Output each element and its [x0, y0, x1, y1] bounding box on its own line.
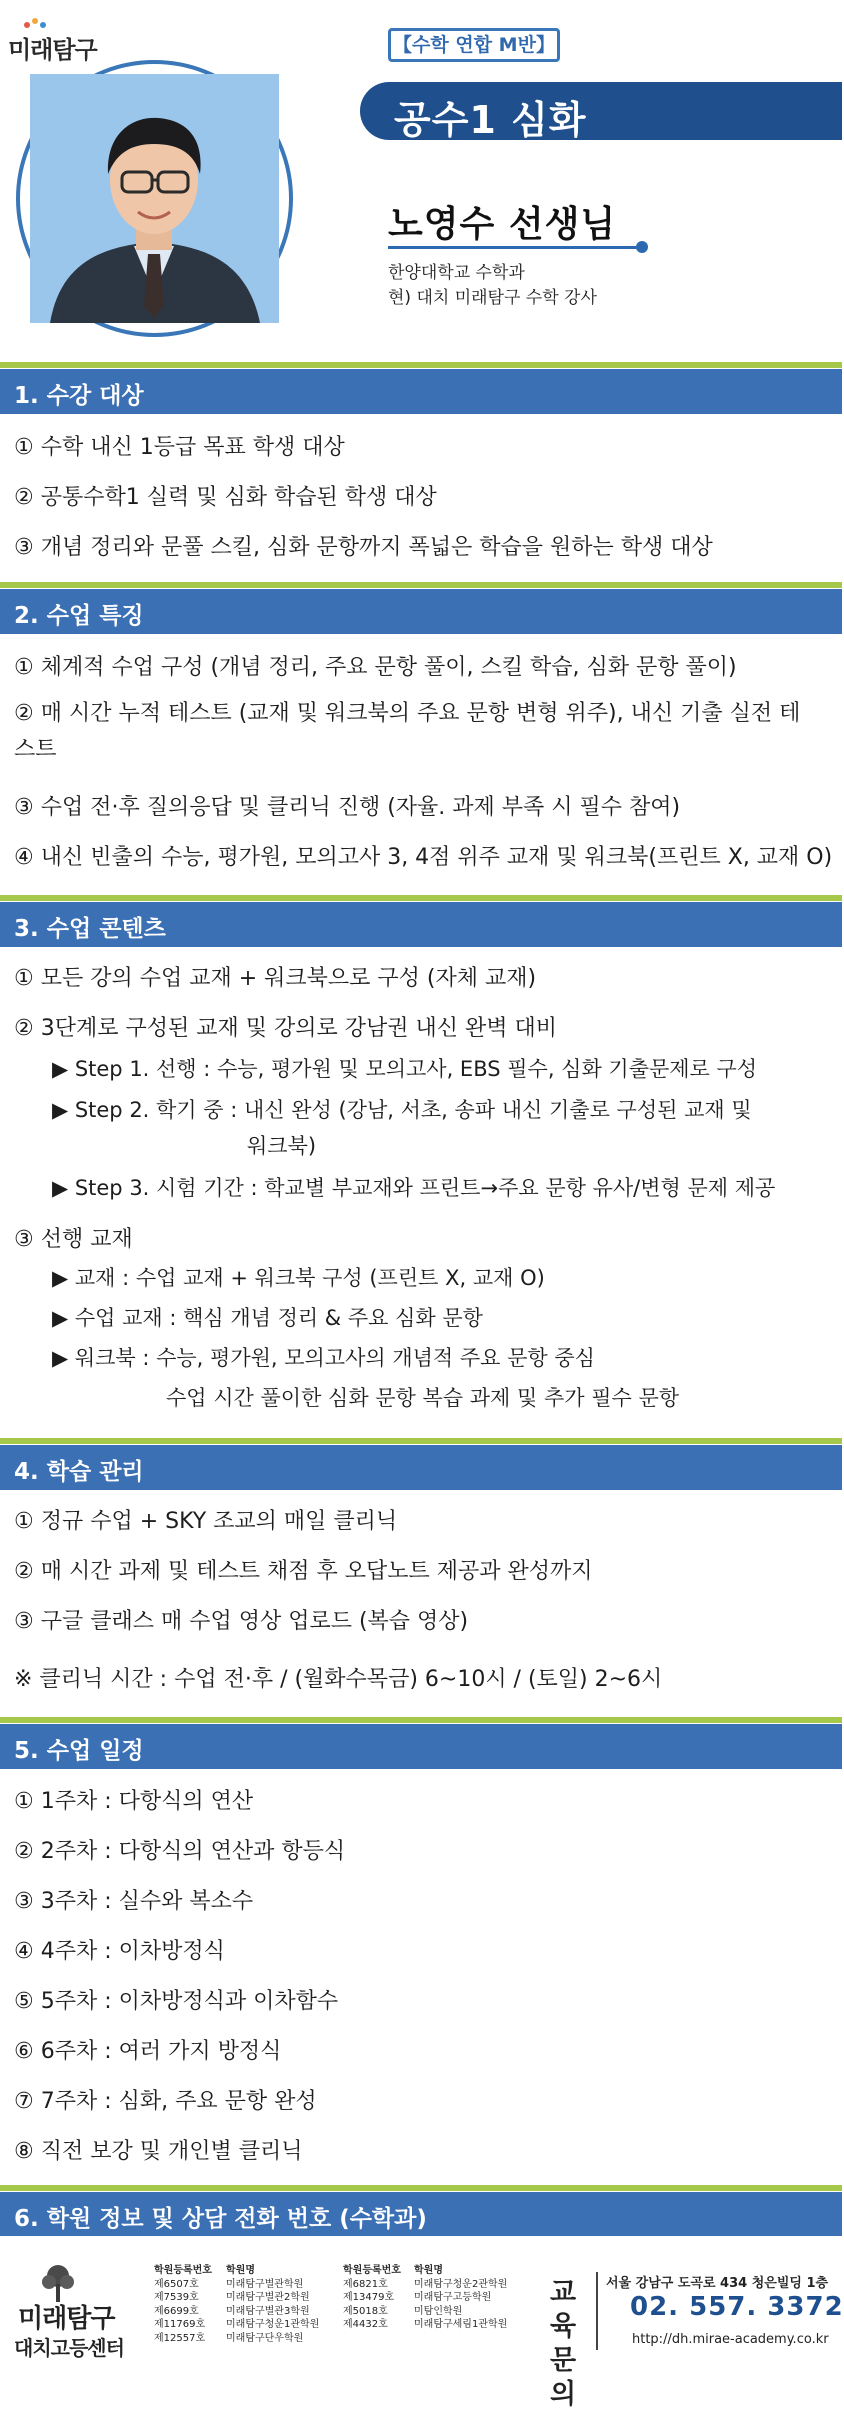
list-item: ① 정규 수업 + SKY 조교의 매일 클리닉: [14, 1509, 398, 1534]
reg-header: 학원명: [414, 2265, 443, 2276]
course-title-bar: [360, 82, 842, 140]
teacher-photo: [30, 74, 279, 323]
reg-number: 제7539호: [154, 2292, 199, 2304]
section-title: 4. 학습 관리: [14, 1459, 144, 1485]
reg-header: 학원등록번호: [343, 2265, 401, 2276]
registration-numbers-right: [343, 2264, 401, 2332]
class-badge: 【수학 연합 M반】: [388, 28, 560, 62]
section-title: 3. 수업 콘텐츠: [14, 916, 166, 942]
section-divider: [0, 1717, 842, 1723]
reg-number: 제6821호: [343, 2278, 388, 2290]
reg-number: 제11769호: [154, 2319, 206, 2331]
academy-names-right: [414, 2264, 507, 2332]
material-item: ▶ 교재 : 수업 교재 + 워크북 구성 (프린트 X, 교재 O): [52, 1266, 545, 1290]
section-divider: [0, 2185, 842, 2191]
academy-name: 미래탐구청운1관학원: [226, 2319, 320, 2331]
header: [0, 0, 842, 362]
list-item: ③ 개념 정리와 문풀 스킬, 심화 문항까지 폭넓은 학습을 원하는 학생 대상: [14, 535, 713, 560]
list-item: ① 모든 강의 수업 교재 + 워크북으로 구성 (자체 교재): [14, 966, 537, 991]
academy-name: 미래탐구별관2학원: [226, 2292, 310, 2304]
list-item: ③ 수업 전·후 질의응답 및 클리닉 진행 (자율. 과제 부족 시 필수 참여): [14, 795, 681, 820]
phone-number[interactable]: 02. 557. 3372: [630, 2292, 844, 2322]
list-item: ③ 3주차 : 실수와 복소수: [14, 1889, 254, 1914]
academy-logo-text: 미래탐구: [18, 2304, 115, 2334]
reg-header: 학원명: [226, 2265, 255, 2276]
list-item: ① 1주차 : 다항식의 연산: [14, 1789, 254, 1814]
reg-number: 제6507호: [154, 2278, 199, 2290]
academy-name: 미래탐구별관학원: [226, 2278, 304, 2290]
step-item: ▶ Step 2. 학기 중 : 내신 완성 (강남, 서초, 송파 내신 기출로 구성된 교재 및: [52, 1098, 752, 1122]
academy-address: 서울 강남구 도곡로 434 청은빌딩 1층: [606, 2276, 829, 2291]
logo-dot-icon: [24, 22, 30, 28]
list-item: ④ 내신 빈출의 수능, 평가원, 모의고사 3, 4점 위주 교재 및 워크북(프린트 X, 교재 O): [14, 845, 833, 870]
list-item: ⑧ 직전 보강 및 개인별 클리닉: [14, 2139, 303, 2164]
reg-number: 제13479호: [343, 2292, 395, 2304]
section-divider: [0, 582, 842, 588]
reg-header: 학원등록번호: [154, 2265, 212, 2276]
step-item: ▶ Step 1. 선행 : 수능, 평가원 및 모의고사, EBS 필수, 심화 기출문제로 구성: [52, 1057, 758, 1081]
list-item: ① 수학 내신 1등급 목표 학생 대상: [14, 435, 345, 460]
section-divider: [0, 895, 842, 901]
step-item: ▶ Step 3. 시험 기간 : 학교별 부교재와 프린트→주요 문항 유사/변형 문제 제공: [52, 1176, 776, 1200]
section-header-1: [0, 369, 842, 414]
clinic-notice: ※ 클리닉 시간 : 수업 전·후 / (월화수목금) 6~10시 / (토일) 2~6시: [14, 1667, 663, 1692]
name-underline: [388, 246, 642, 249]
teacher-career-1: 한양대학교 수학과: [388, 263, 525, 283]
section-divider: [0, 362, 842, 368]
list-item: ① 체계적 수업 구성 (개념 정리, 주요 문항 풀이, 스킬 학습, 심화 문항 풀이): [14, 655, 737, 680]
logo-dot-icon: [40, 22, 46, 28]
teacher-photo-frame: [16, 60, 293, 337]
list-item: ② 공통수학1 실력 및 심화 학습된 학생 대상: [14, 485, 437, 510]
reg-number: 제5018호: [343, 2305, 388, 2317]
teacher-career-2: 현) 대치 미래탐구 수학 강사: [388, 288, 597, 308]
material-item-continuation: 수업 시간 풀이한 심화 문항 복습 과제 및 추가 필수 문항: [166, 1386, 680, 1410]
website-link[interactable]: http://dh.mirae-academy.co.kr: [632, 2332, 829, 2347]
tree-icon: [40, 2264, 76, 2302]
academy-name: 미래탐구별관3학원: [226, 2305, 310, 2317]
section-title: 1. 수강 대상: [14, 383, 144, 409]
teacher-name: 노영수 선생님: [388, 204, 617, 245]
section-header-4: [0, 1445, 842, 1490]
logo-dot-icon: [32, 18, 38, 24]
section-divider: [0, 1438, 842, 1444]
academy-center-name: 대치고등센터: [14, 2336, 124, 2360]
section-title: 6. 학원 정보 및 상담 전화 번호 (수학과): [14, 2206, 427, 2232]
material-item: ▶ 수업 교재 : 핵심 개념 정리 & 주요 심화 문항: [52, 1306, 483, 1330]
course-title: 공수1 심화: [394, 98, 587, 142]
name-underline-dot: [636, 241, 648, 253]
reg-number: 제12557호: [154, 2332, 206, 2344]
academy-name: 미래탐구고등학원: [414, 2292, 492, 2304]
teacher-portrait-icon: [30, 74, 279, 323]
logo-text: 미래탐구: [8, 36, 97, 64]
list-item: ② 3단계로 구성된 교재 및 강의로 강남권 내신 완벽 대비: [14, 1016, 557, 1041]
list-item: ③ 구글 클래스 매 수업 영상 업로드 (복습 영상): [14, 1609, 469, 1634]
academy-name: 미래탐구세림1관학원: [414, 2319, 508, 2331]
section-header-6: [0, 2192, 842, 2237]
section-title: 2. 수업 특징: [14, 603, 144, 629]
academy-logo: [14, 2264, 144, 2360]
academy-name: 미탐인학원: [414, 2305, 463, 2317]
section-title: 5. 수업 일정: [14, 1738, 144, 1764]
material-item: ▶ 워크북 : 수능, 평가원, 모의고사의 개념적 주요 문항 중심: [52, 1346, 595, 1370]
list-item: ② 매 시간 누적 테스트 (교재 및 워크북의 주요 문항 변형 위주), 내신 기출 실전 테스트: [14, 701, 801, 762]
academy-info: [0, 2236, 844, 2410]
section-header-5: [0, 1724, 842, 1769]
contact-label: 교육 문의: [549, 2277, 577, 2410]
reg-number: 제6699호: [154, 2305, 199, 2317]
list-item: ⑥ 6주차 : 여러 가지 방정식: [14, 2039, 282, 2064]
list-item: ② 2주차 : 다항식의 연산과 항등식: [14, 1839, 346, 1864]
contact-divider: [596, 2272, 598, 2350]
section-header-2: [0, 589, 842, 634]
list-item: ④ 4주차 : 이차방정식: [14, 1939, 225, 1964]
academy-name: 미래탐구단우학원: [226, 2332, 304, 2344]
section-header-3: [0, 902, 842, 947]
logo: [8, 14, 108, 64]
list-item: ③ 선행 교재: [14, 1227, 133, 1252]
academy-name: 미래탐구청운2관학원: [414, 2278, 508, 2290]
academy-names-left: [226, 2264, 319, 2346]
registration-numbers-left: [154, 2264, 212, 2346]
list-item: ② 매 시간 과제 및 테스트 채점 후 오답노트 제공과 완성까지: [14, 1559, 593, 1584]
list-item: ⑦ 7주차 : 심화, 주요 문항 완성: [14, 2089, 317, 2114]
list-item: ⑤ 5주차 : 이차방정식과 이차함수: [14, 1989, 339, 2014]
step-item-continuation: 워크북): [247, 1134, 317, 1158]
reg-number: 제4432호: [343, 2319, 388, 2331]
